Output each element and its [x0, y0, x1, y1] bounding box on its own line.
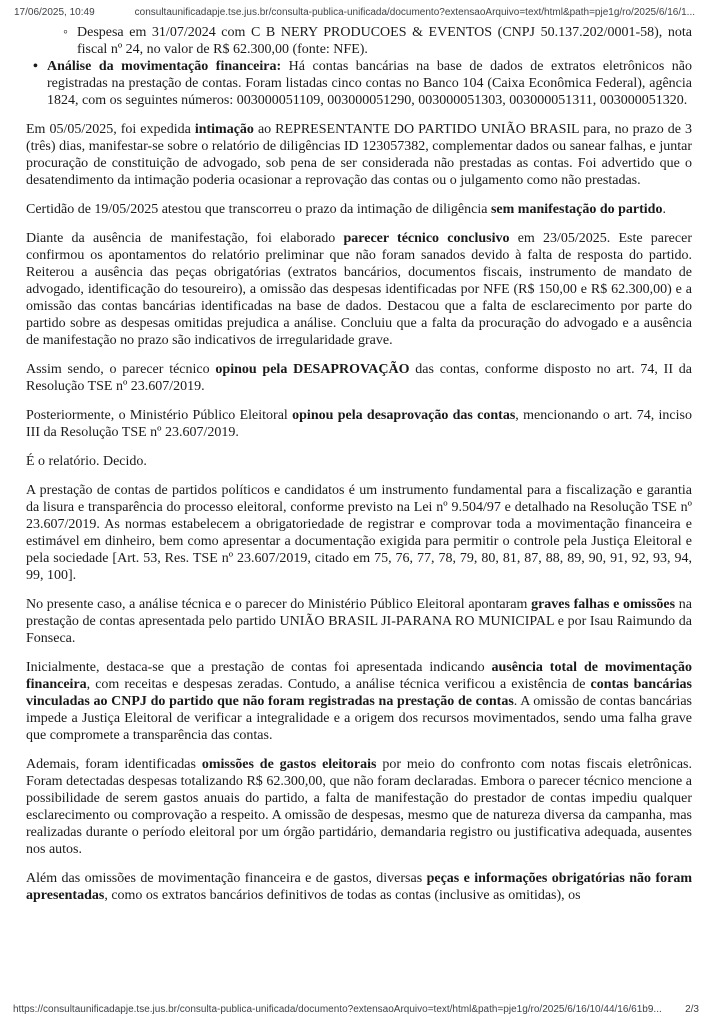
paragraph: Certidão de 19/05/2025 atestou que transcorreu o prazo da intimação de diligência sem manifestação do partido. — [26, 202, 666, 217]
circle-bullet-icon: ◦ — [63, 25, 68, 40]
paragraph: Diante da ausência de manifestação, foi elaborado parecer técnico conclusivo em 23/05/2025. Este parecer confirmou os apontamentos do relatório preliminar que não foram sanados devido à falta de resposta do partido. Reiterou a ausência das peças obrigatórias (extratos bancários, documentos fiscais, instrumento de mandato de advogado, identificação do tesoureiro), a omissão das despesas identificadas por NFE (R$ 150,00 e R$ 62.300,00) e a omissão das contas bancárias identificadas na base de dados. Destacou que a falta de esclarecimento por parte do partido sobre as despesas omitidas prejudica a análise. Concluiu que a falta da procuração do advogado e a ausência de manifestação no prazo são indicativos de irregularidade grave. — [26, 231, 692, 348]
list-item-text: Despesa em 31/07/2024 com C B NERY PRODUCOES & EVENTOS (CNPJ 50.137.202/0001-58), nota fiscal nº 24, no valor de R$ 62.300,00 (fonte: NFE). — [77, 25, 692, 57]
header-url: consultaunificadapje.tse.jus.br/consulta-publica-unificada/documento?extensaoArquivo=text/html&path=pje1g/ro/2025/6/16/1... — [134, 7, 696, 18]
page-number: 2/3 — [685, 1004, 699, 1015]
paragraph: Além das omissões de movimentação financeira e de gastos, diversas peças e informações obrigatórias não foram apresentadas, como os extratos bancários definitivos de todas as contas (inclusive as omitidas), os — [26, 871, 692, 903]
page-footer — [13, 1004, 699, 1015]
paragraph: A prestação de contas de partidos políticos e candidatos é um instrumento fundamental para a fiscalização e garantia da lisura e transparência do processo eleitoral, conforme previsto na Lei nº 9.504/97 e detalhado na Resolução TSE nº 23.607/2019. As normas estabelecem a obrigatoriedade de registrar e comprovar toda a movimentação financeira e estimável em dinheiro, bem como apresentar a documentação exigida para permitir o controle pela Justiça Eleitoral e pela sociedade [Art. 53, Res. TSE nº 23.607/2019, citado em 75, 76, 77, 78, 79, 80, 81, 87, 88, 89, 90, 91, 92, 93, 94, 99, 100]. — [26, 483, 692, 583]
paragraph: É o relatório. Decido. — [26, 454, 147, 469]
footer-url: https://consultaunificadapje.tse.jus.br/consulta-publica-unificada/documento?extensaoArquivo=text/html&path=pje1g/ro/2025/6/16/10/44/16/61b9... — [13, 1004, 662, 1015]
disc-bullet-icon: • — [33, 59, 38, 74]
page-header — [14, 7, 706, 18]
paragraph: Assim sendo, o parecer técnico opinou pela DESAPROVAÇÃO das contas, conforme disposto no art. 74, II da Resolução TSE nº 23.607/2019. — [26, 362, 692, 394]
paragraph: Posteriormente, o Ministério Público Eleitoral opinou pela desaprovação das contas, mencionando o art. 74, inciso III da Resolução TSE nº 23.607/2019. — [26, 408, 692, 440]
list-item-text: Análise da movimentação financeira: Há contas bancárias na base de dados de extratos eletrônicos não registradas na prestação de contas. Foram listadas cinco contas no Banco 104 (Caixa Econômica Federal), agência 1824, com os seguintes números: 003000051109, 003000051290, 003000051303, 003000051311, 003000051320. — [47, 59, 693, 108]
paragraph: Em 05/05/2025, foi expedida intimação ao REPRESENTANTE DO PARTIDO UNIÃO BRASIL para, no prazo de 3 (três) dias, manifestar-se sobre o relatório de diligências ID 123057382, complementar dados ou sanear falhas, e juntar procuração de constituição de advogado, sob pena de ser considerada não prestadas as contas. Foi advertido que o desatendimento da intimação poderia ocasionar a reprovação das contas ou o julgamento como não prestadas. — [26, 122, 692, 188]
paragraph: Ademais, foram identificadas omissões de gastos eleitorais por meio do confronto com notas fiscais eletrônicas. Foram detectadas despesas totalizando R$ 62.300,00, que não foram declaradas. Embora o parecer técnico mencione a possibilidade de serem gastos anuais do partido, a falta de manifestação do prestador de contas impediu qualquer esclarecimento ou comprovação a respeito. A omissão de despesas, mesmo que de natureza diversa da campanha, mas realizadas durante o período eleitoral por um órgão partidário, demandaria registro ou justificativa adequada, ausentes nos autos. — [26, 757, 693, 857]
bullet-list — [26, 24, 692, 109]
paragraph: No presente caso, a análise técnica e o parecer do Ministério Público Eleitoral apontaram graves falhas e omissões na prestação de contas apresentada pelo partido UNIÃO BRASIL JI-PARANA RO MUNICIPAL e por Isau Raimundo da Fonseca. — [26, 597, 692, 646]
document-body — [26, 24, 692, 916]
list-item — [26, 24, 692, 58]
header-datetime: 17/06/2025, 10:49 — [14, 7, 95, 18]
paragraph: Inicialmente, destaca-se que a prestação de contas foi apresentada indicando ausência total de movimentação financeira, com receitas e despesas zeradas. Contudo, a análise técnica verificou a existência de contas bancárias vinculadas ao CNPJ do partido que não foram registradas na prestação de contas. A omissão de contas bancárias impede a Justiça Eleitoral de verificar a integralidade e a origem dos recursos movimentados, sendo uma falha grave que compromete a transparência das contas. — [26, 660, 692, 743]
list-item — [26, 58, 692, 109]
